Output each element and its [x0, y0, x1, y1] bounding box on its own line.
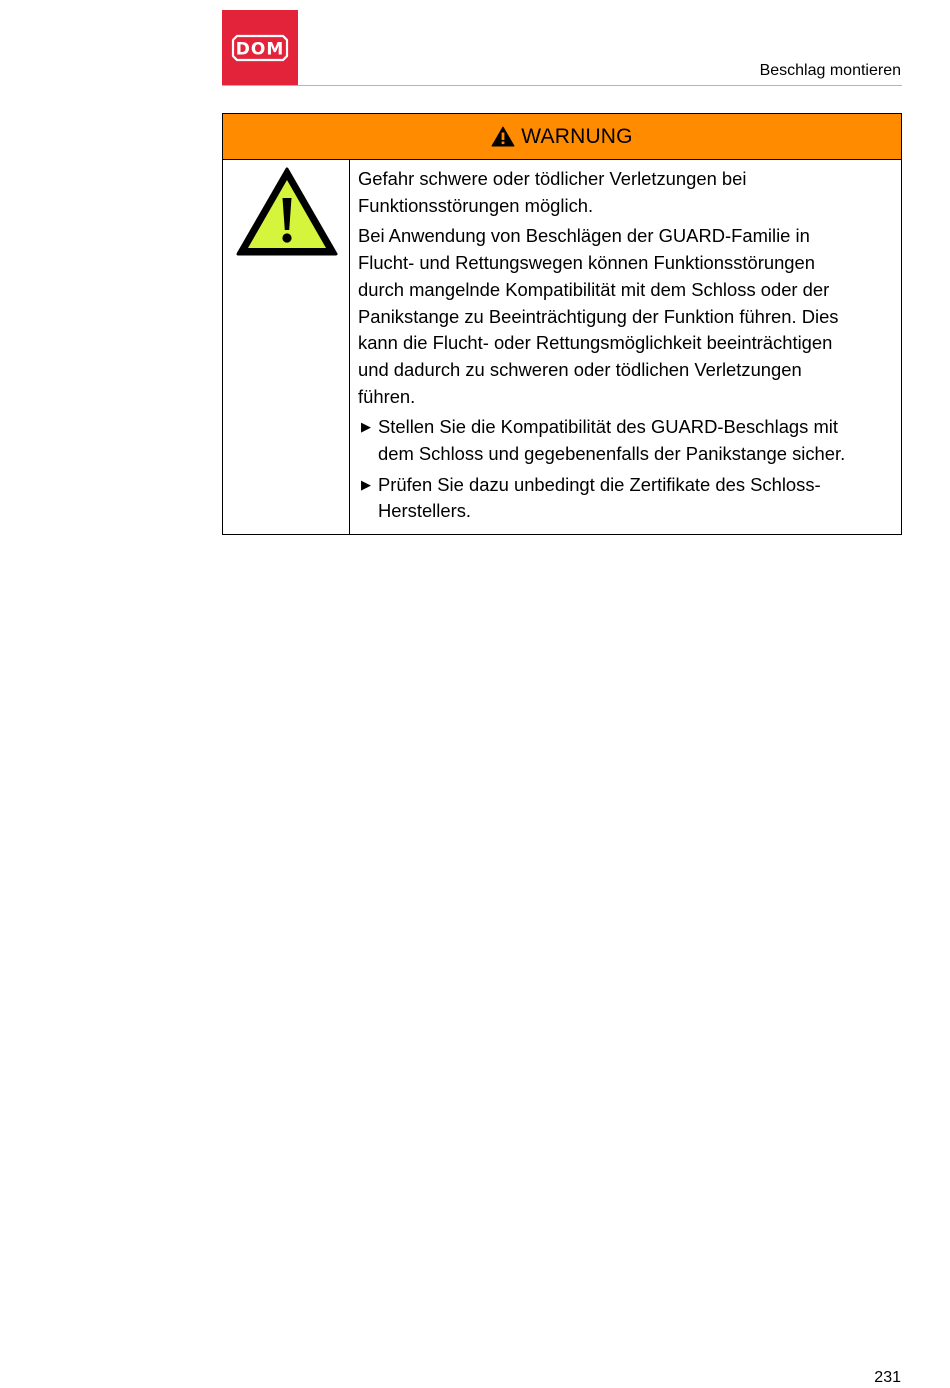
signal-word: WARNUNG: [521, 124, 633, 148]
action-line: dem Schloss und gegebenenfalls der Panikstange sicher.: [378, 443, 846, 465]
description-line: führen.: [358, 385, 416, 407]
description-line: Bei Anwendung von Beschlägen der GUARD-Familie in: [358, 225, 810, 247]
description-line: und dadurch zu schweren oder tödlichen Verletzungen: [358, 358, 802, 380]
hazard-description: [358, 223, 845, 410]
hazard-sign-icon: [235, 166, 339, 258]
warning-triangle-icon: [491, 126, 515, 147]
description-line: kann die Flucht- oder Rettungsmöglichkeit beeinträchtigen: [358, 332, 833, 354]
hazard-line: Gefahr schwere oder tödlicher Verletzungen bei: [358, 168, 747, 189]
dom-logo: [222, 10, 298, 85]
page-number: 231: [874, 1369, 901, 1386]
warning-box: [222, 113, 902, 535]
description-line: Panikstange zu Beeinträchtigung der Funktion führen. Dies: [358, 305, 839, 327]
action-list: [358, 414, 845, 525]
action-line: Herstellers.: [378, 500, 471, 522]
hazard-line: Funktionsstörungen möglich.: [358, 194, 594, 216]
action-item: [358, 414, 845, 467]
description-line: Flucht- und Rettungswegen können Funktionsstörungen: [358, 252, 815, 274]
triangle-bullet-icon: ▶: [361, 476, 371, 492]
description-line: durch mangelnde Kompatibilität mit dem Schloss oder der: [358, 278, 830, 300]
action-line: Prüfen Sie dazu unbedingt die Zertifikate des Schloss-: [378, 473, 821, 495]
header-divider: [222, 85, 902, 86]
triangle-bullet-icon: ▶: [361, 419, 371, 435]
action-item: [358, 472, 845, 525]
warning-text: [350, 160, 855, 534]
dom-logo-mark: [229, 31, 291, 65]
hazard-statement: [358, 166, 845, 219]
warning-body: [223, 160, 901, 534]
warning-header: [223, 114, 901, 160]
action-line: Stellen Sie die Kompatibilität des GUARD-Beschlags mit: [378, 416, 838, 438]
warning-icon-cell: [223, 160, 350, 534]
section-title: Beschlag montieren: [759, 62, 901, 79]
logo-text: DOM: [235, 39, 285, 59]
